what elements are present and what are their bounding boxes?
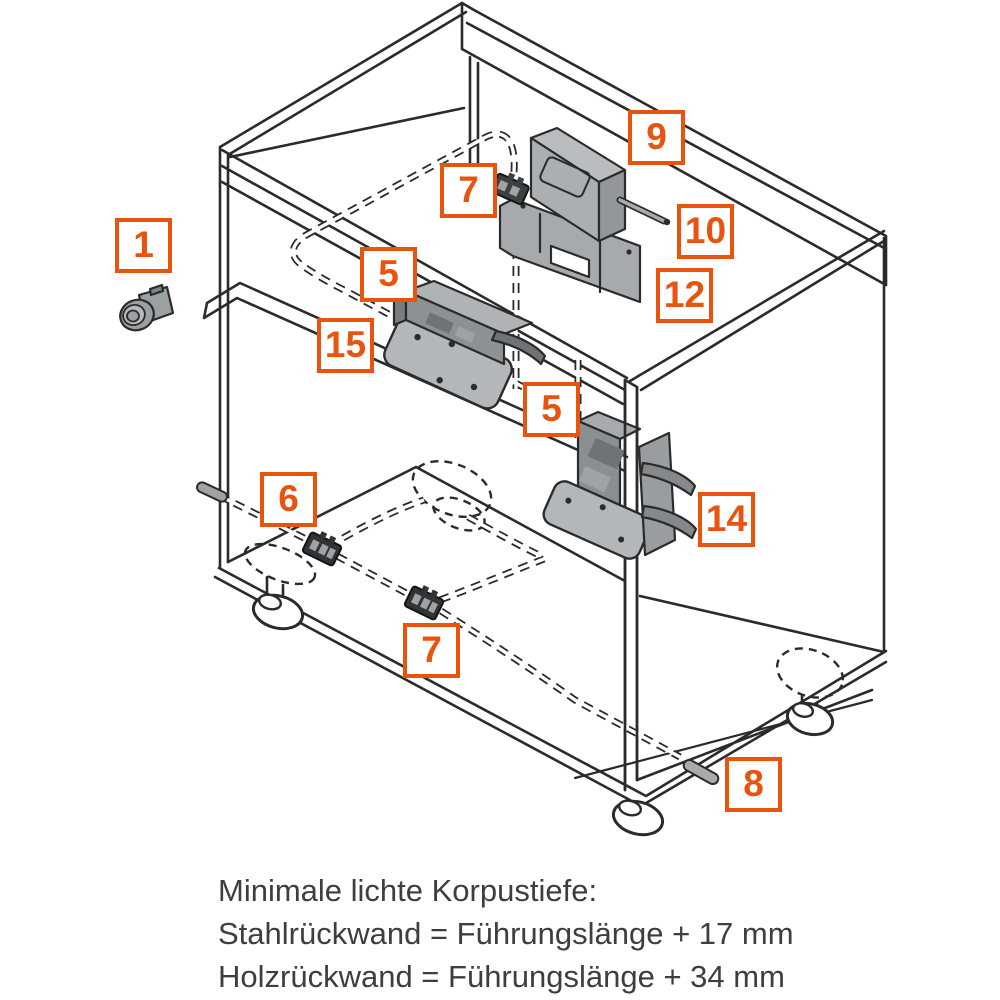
sync-cable-part xyxy=(620,200,670,225)
servo-drive-unit-partition xyxy=(540,380,696,790)
callout-5: 5 xyxy=(360,247,417,302)
caption-block xyxy=(218,869,794,998)
push-in-sleeve-part xyxy=(116,285,173,335)
caption-line-3: Holzrückwand = Führungslänge + 34 mm xyxy=(218,959,785,994)
callout-8: 8 xyxy=(725,757,782,812)
cabinet-foot-back-right xyxy=(784,699,836,739)
callout-10: 10 xyxy=(677,204,734,259)
callout-5: 5 xyxy=(523,382,580,437)
callout-15: 15 xyxy=(317,318,374,373)
callout-14: 14 xyxy=(698,492,755,547)
callout-12: 12 xyxy=(656,268,713,323)
cable-reserve-loops xyxy=(240,450,850,706)
caption-line-2: Stahlrückwand = Führungslänge + 17 mm xyxy=(218,916,794,951)
callout-6: 6 xyxy=(260,472,317,527)
callout-7: 7 xyxy=(440,163,497,218)
cabinet-foot-front-right xyxy=(610,796,666,839)
callout-1: 1 xyxy=(115,218,172,273)
cabinet-foot-front-left xyxy=(250,590,306,633)
callout-7: 7 xyxy=(403,623,460,678)
cable-sleeve-left xyxy=(195,481,228,504)
caption-line-1: Minimale lichte Korpustiefe: xyxy=(218,873,598,908)
callout-9: 9 xyxy=(628,110,685,165)
